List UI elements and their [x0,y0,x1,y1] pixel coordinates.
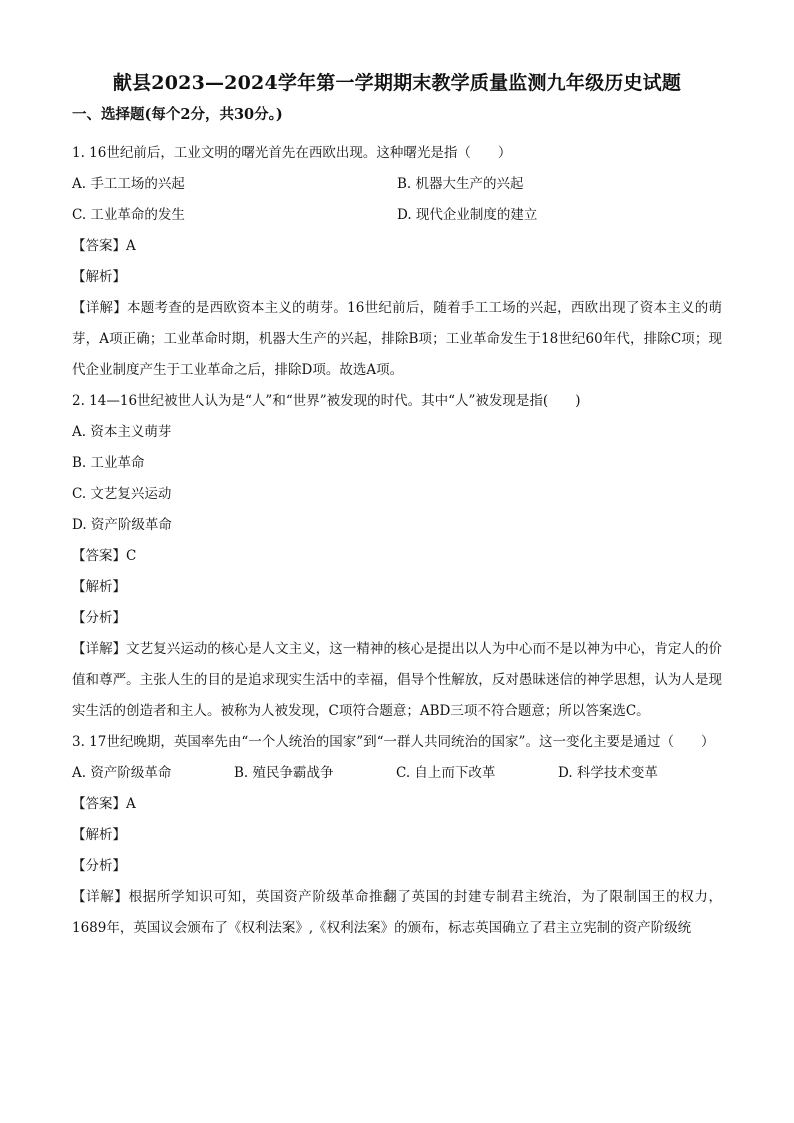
option-d: D. 资产阶级革命 [72,517,172,533]
page-title: 献县2023—2024学年第一学期期末教学质量监测九年级历史试题 [112,72,682,94]
option-c: C. 自上而下改革 [396,765,496,781]
option-a: A. 资产阶级革命 [72,765,172,781]
question-3 [72,727,722,944]
document-page [72,68,722,944]
answer-label: 【答案】A [72,796,136,812]
answer-label: 【答案】C [72,548,137,564]
question-stem: 2. 14—16世纪被世人认为是“人”和“世界”被发现的时代。其中“人”被发现是指( ) [72,393,581,409]
option-row [72,758,722,789]
option-d: D. 现代企业制度的建立 [397,207,538,223]
option-c: C. 工业革命的发生 [72,207,185,223]
analysis-label: 【解析】 [72,827,126,843]
answer-label: 【答案】A [72,238,136,254]
section-heading: 一、选择题(每个2分，共30分。) [72,106,283,123]
option-a: A. 资本主义萌芽 [72,424,172,440]
option-c: C. 文艺复兴运动 [72,486,172,502]
fenxi-label: 【分析】 [72,858,126,874]
option-row [72,169,722,200]
option-b: B. 殖民争霸战争 [234,765,334,781]
option-a: A. 手工工场的兴起 [72,176,185,192]
detail-explanation: 【详解】本题考查的是西欧资本主义的萌芽。16世纪前后，随着手工工场的兴起，西欧出现了资本主义的萌芽，A项正确；工业革命时期，机器大生产的兴起，排除B项；工业革命发生于18世纪60年代，排除C项；现代企业制度产生于工业革命之后，排除D项。故选A项。 [72,300,722,378]
option-d: D. 科学技术变革 [558,765,658,781]
question-stem: 3. 17世纪晚期，英国率先由“一个人统治的国家”到“一群人共同统治的国家”。这一变化主要是通过（ ） [72,734,715,750]
detail-explanation: 【详解】文艺复兴运动的核心是人文主义，这一精神的核心是提出以人为中心而不是以神为中心，肯定人的价值和尊严。主张人生的目的是追求现实生活中的幸福，倡导个性解放，反对愚昧迷信的神学思想，认为人是现实生活的创造者和主人。被称为人被发现，C项符合题意；ABD三项不符合题意；所以答案选C。 [72,641,722,719]
fenxi-label: 【分析】 [72,610,126,626]
analysis-label: 【解析】 [72,269,126,285]
question-2 [72,386,722,727]
option-b: B. 工业革命 [72,455,145,471]
option-row [72,200,722,231]
analysis-label: 【解析】 [72,579,126,595]
question-1 [72,138,722,386]
question-stem: 1. 16世纪前后，工业文明的曙光首先在西欧出现。这种曙光是指（ ） [72,145,512,161]
detail-explanation: 【详解】根据所学知识可知，英国资产阶级革命推翻了英国的封建专制君主统治，为了限制国王的权力，1689年，英国议会颁布了《权利法案》,《权利法案》的颁布，标志英国确立了君主立宪制的资产阶级统 [72,889,722,936]
option-b: B. 机器大生产的兴起 [397,176,524,192]
